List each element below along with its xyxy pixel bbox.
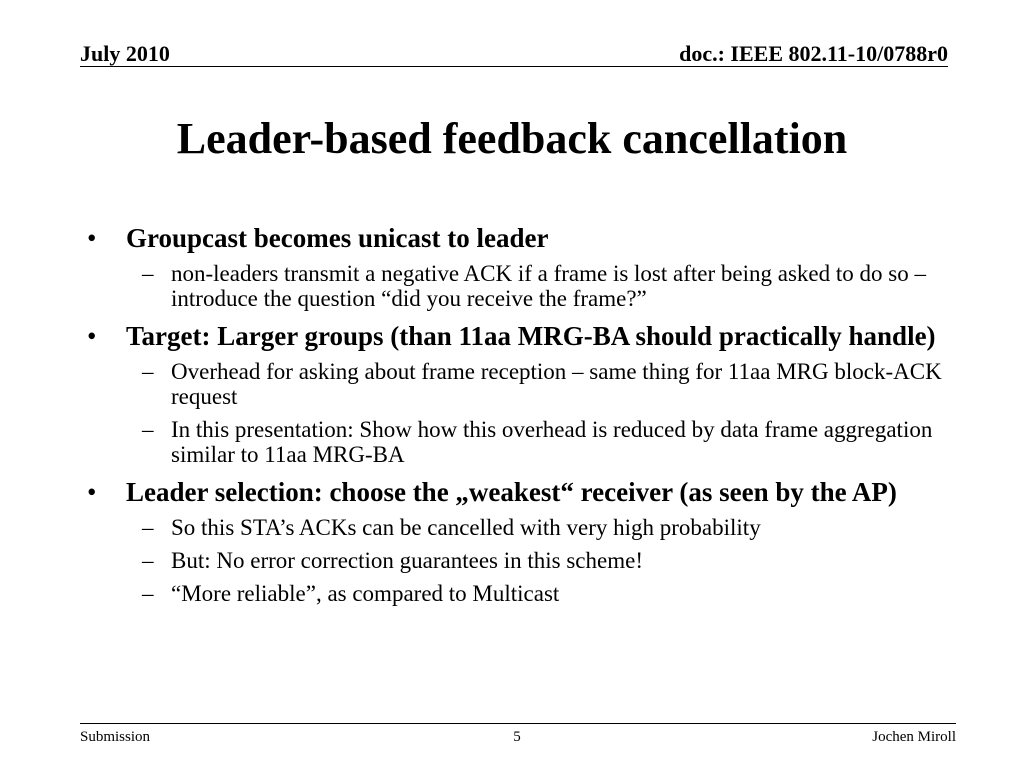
sub-bullet-text: In this presentation: Show how this overhead is reduced by data frame aggregation similar to 11aa MRG-BA (171, 417, 933, 467)
footer-author: Jochen Miroll (872, 729, 956, 745)
dash-icon: – (142, 548, 154, 573)
sub-bullet-item (87, 548, 947, 573)
bullet-item (87, 321, 947, 351)
dash-icon: – (142, 581, 154, 606)
dash-icon: – (142, 261, 154, 286)
sub-bullet-text: “More reliable”, as compared to Multicast (171, 581, 560, 606)
footer-submission: Submission (80, 729, 151, 745)
bullet-item (87, 223, 947, 253)
bullet-icon: • (87, 321, 97, 351)
sub-bullet-item (87, 515, 947, 540)
bullet-icon: • (87, 477, 97, 507)
bullet-text: Leader selection: choose the „weakest“ receiver (as seen by the AP) (126, 477, 897, 507)
dash-icon: – (142, 515, 154, 540)
header-doc-number: doc.: IEEE 802.11-10/0788r0 (679, 41, 948, 66)
dash-icon: – (142, 359, 154, 384)
bullet-item (87, 477, 947, 507)
sub-bullet-text: Overhead for asking about frame reception – same thing for 11aa MRG block-ACK request (171, 359, 942, 409)
bullet-text: Groupcast becomes unicast to leader (126, 223, 549, 253)
sub-bullet-item (87, 417, 947, 467)
bullet-text: Target: Larger groups (than 11aa MRG-BA should practically handle) (126, 321, 936, 351)
sub-bullet-item (87, 359, 947, 409)
slide-body (87, 223, 947, 606)
sub-bullet-text: non-leaders transmit a negative ACK if a frame is lost after being asked to do so – introduce the question “did you receive the frame?” (171, 261, 926, 311)
slide-title: Leader-based feedback cancellation (176, 114, 848, 163)
header-divider (80, 66, 948, 67)
dash-icon: – (142, 417, 154, 442)
sub-bullet-item (87, 261, 947, 311)
bullet-icon: • (87, 223, 97, 253)
sub-bullet-item (87, 581, 947, 606)
sub-bullet-text: So this STA’s ACKs can be cancelled with very high probability (171, 515, 761, 540)
sub-bullet-text: But: No error correction guarantees in this scheme! (171, 548, 643, 573)
footer-divider (80, 723, 956, 724)
page-number: 5 (513, 729, 521, 745)
header-date: July 2010 (80, 41, 170, 66)
